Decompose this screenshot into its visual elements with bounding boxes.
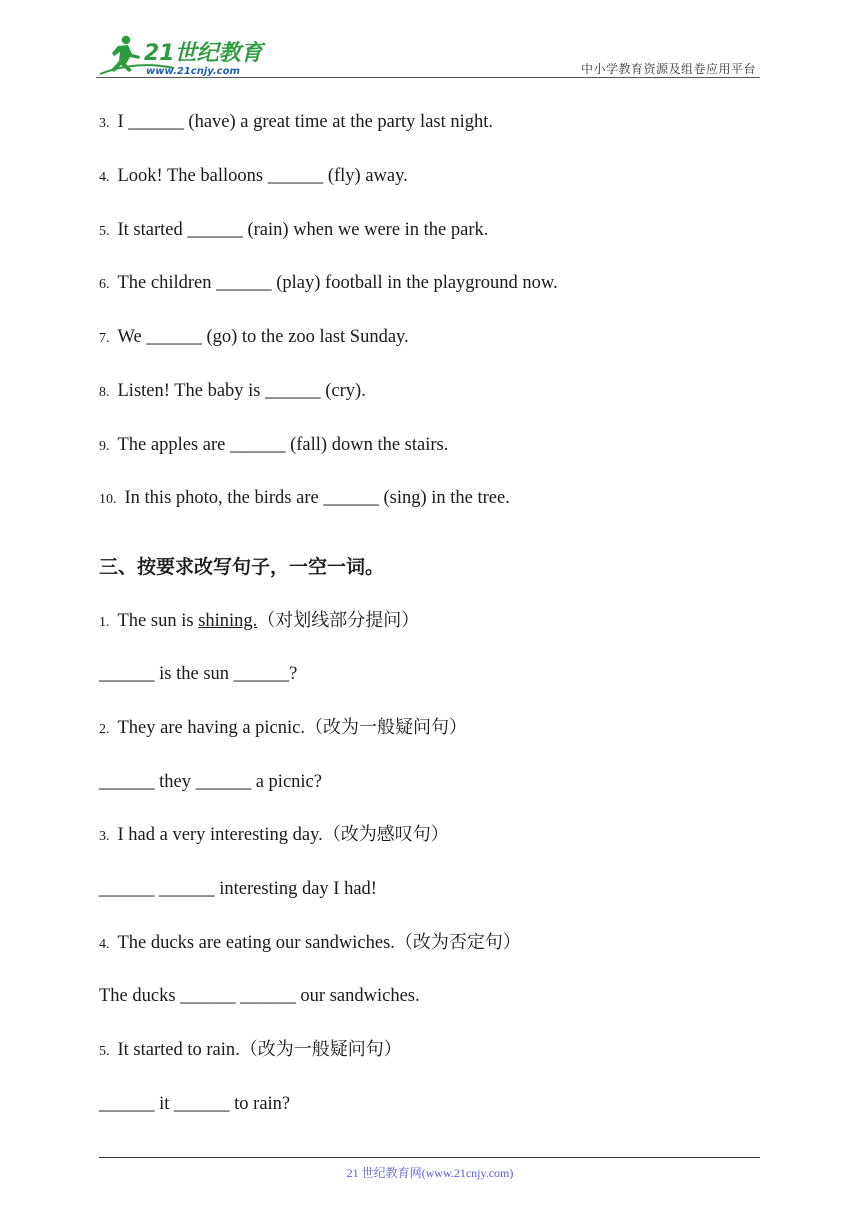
item-instruction: （改为一般疑问句） (239, 1039, 402, 1060)
item-text: The ducks are eating our sandwiches. (117, 933, 395, 953)
list-item (99, 325, 409, 351)
item-number: 10. (99, 492, 117, 507)
answer-line: ______ is the sun ______? (99, 664, 298, 684)
logo-21cnjy (96, 34, 266, 78)
item-instruction: （改为感叹句） (322, 824, 449, 845)
list-item (99, 110, 493, 136)
item-text: It started ______ (rain) when we were in the park. (117, 220, 489, 240)
item-instruction: （改为否定句） (394, 932, 521, 953)
logo-text: 21世纪教育 (144, 41, 263, 66)
item-number: 1. (99, 615, 110, 630)
item-text: Listen! The baby is ______ (cry). (117, 381, 366, 401)
list-item (99, 379, 366, 405)
answer-line: ______ it ______ to rain? (99, 1094, 291, 1114)
question-item (99, 1038, 402, 1064)
header-platform-text: 中小学教育资源及组卷应用平台 (580, 62, 756, 76)
item-number: 5. (99, 1044, 110, 1059)
underlined-word: shining. (198, 611, 258, 631)
header-divider (96, 77, 760, 78)
item-text: They are having a picnic. (117, 718, 305, 738)
list-item (99, 218, 488, 244)
footer-divider (99, 1157, 760, 1158)
item-text: In this photo, the birds are ______ (sing) in the tree. (124, 488, 510, 508)
footer-link[interactable]: 21 世纪教育网(www.21cnjy.com) (346, 1166, 514, 1180)
question-item (99, 823, 449, 849)
item-text: The apples are ______ (fall) down the stairs. (117, 435, 449, 455)
item-number: 6. (99, 277, 110, 292)
item-text: I had a very interesting day. (117, 825, 323, 845)
item-text: It started to rain. (117, 1040, 240, 1060)
question-item (99, 609, 419, 635)
list-item (99, 433, 448, 459)
item-number: 3. (99, 116, 110, 131)
item-number: 2. (99, 722, 110, 737)
item-number: 9. (99, 439, 110, 454)
answer-line: The ducks ______ ______ our sandwiches. (99, 986, 420, 1006)
item-number: 7. (99, 331, 110, 346)
list-item (99, 164, 408, 190)
answer-line: ______ they ______ a picnic? (99, 772, 322, 792)
item-text: The sun is (117, 611, 199, 631)
question-item (99, 931, 521, 957)
section-title: 三、按要求改写句子，一空一词。 (99, 556, 385, 578)
item-text: I ______ (have) a great time at the party last night. (117, 112, 494, 132)
answer-line: ______ ______ interesting day I had! (99, 879, 377, 899)
list-item (99, 486, 510, 512)
item-text: We ______ (go) to the zoo last Sunday. (117, 327, 409, 347)
item-number: 5. (99, 224, 110, 239)
item-instruction: （改为一般疑问句） (304, 717, 467, 738)
list-item (99, 271, 558, 297)
item-number: 4. (99, 170, 110, 185)
item-number: 8. (99, 385, 110, 400)
logo-url-text: www.21cnjy.com (146, 66, 240, 77)
item-number: 4. (99, 937, 110, 952)
question-item (99, 716, 467, 742)
item-instruction: （对划线部分提问） (257, 610, 420, 631)
item-text: The children ______ (play) football in the playground now. (117, 273, 558, 293)
item-text: Look! The balloons ______ (fly) away. (117, 166, 408, 186)
page-header (96, 34, 760, 80)
item-number: 3. (99, 829, 110, 844)
